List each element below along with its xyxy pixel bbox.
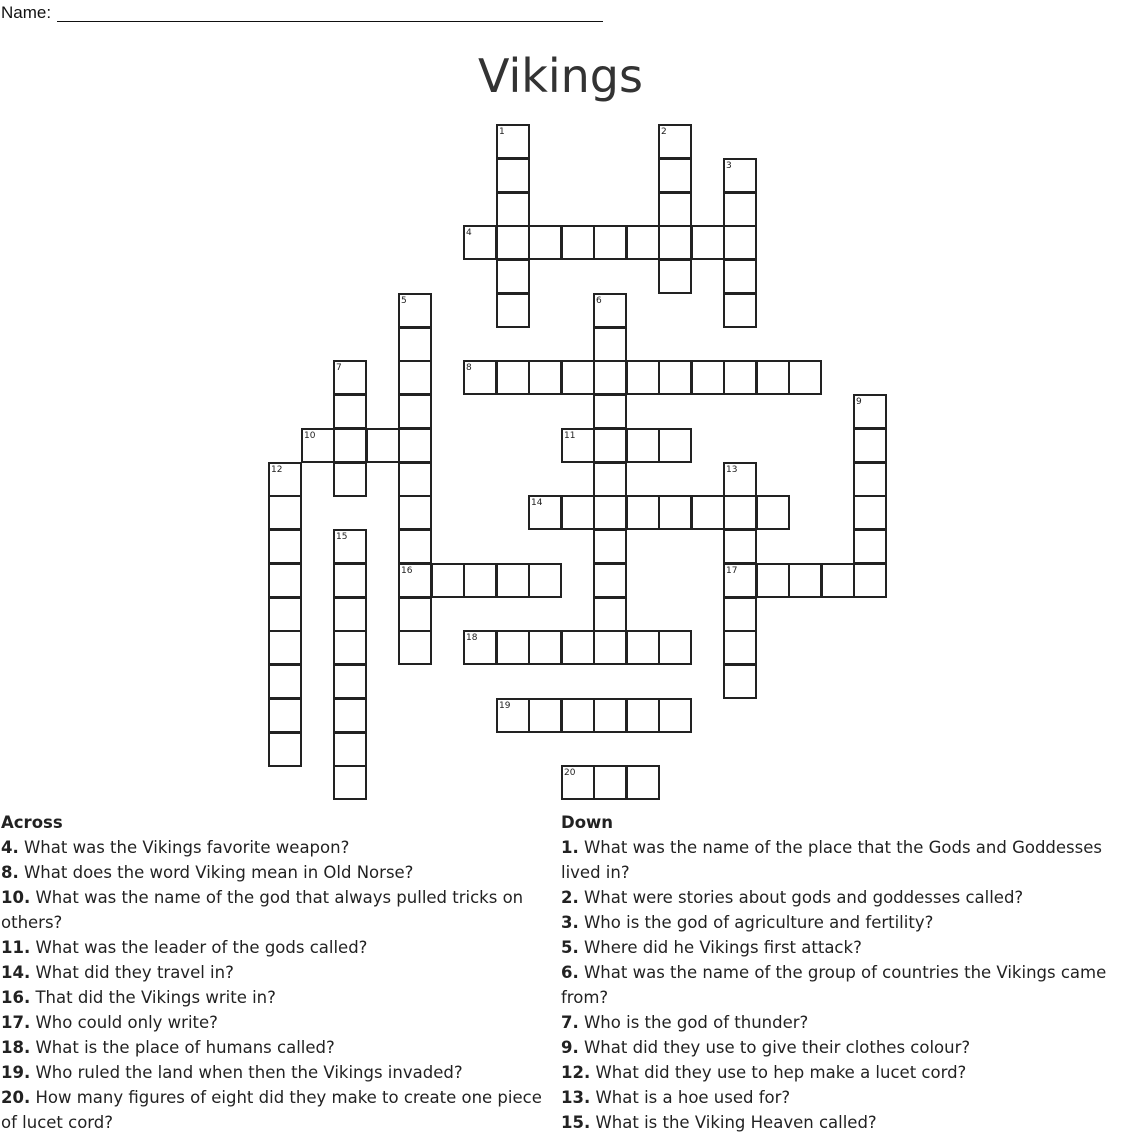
grid-cell[interactable] xyxy=(496,293,530,328)
grid-cell[interactable] xyxy=(268,563,302,598)
grid-cell[interactable] xyxy=(398,394,432,429)
clue-number: 8. xyxy=(1,863,19,882)
grid-cell[interactable] xyxy=(821,563,855,598)
grid-cell[interactable] xyxy=(333,428,367,463)
grid-cell[interactable] xyxy=(691,495,725,530)
grid-cell[interactable] xyxy=(561,428,595,463)
grid-cell[interactable] xyxy=(398,563,432,598)
grid-cell[interactable] xyxy=(463,563,497,598)
grid-cell[interactable] xyxy=(333,765,367,800)
grid-cell[interactable] xyxy=(723,360,757,395)
clue-text: What was the Vikings favorite weapon? xyxy=(18,838,350,857)
cell-number: 3 xyxy=(726,161,732,171)
grid-cell[interactable] xyxy=(496,192,530,227)
clue-text: What is the Viking Heaven called? xyxy=(590,1113,877,1132)
across-clue xyxy=(1,1035,557,1060)
grid-cell[interactable] xyxy=(723,259,757,294)
down-clue xyxy=(561,910,1117,935)
cell-number: 5 xyxy=(401,296,407,306)
grid-cell[interactable] xyxy=(756,360,790,395)
grid-cell[interactable] xyxy=(333,732,367,767)
down-clue xyxy=(561,835,1117,885)
grid-cell[interactable] xyxy=(691,225,725,260)
down-clue xyxy=(561,1085,1117,1110)
grid-cell[interactable] xyxy=(658,259,692,294)
grid-cell[interactable] xyxy=(333,394,367,429)
grid-cell[interactable] xyxy=(333,698,367,733)
clue-text: Where did he Vikings first attack? xyxy=(578,938,862,957)
grid-cell[interactable] xyxy=(723,225,757,260)
clue-number: 4. xyxy=(1,838,19,857)
down-clue xyxy=(561,1110,1117,1135)
grid-cell[interactable] xyxy=(333,529,367,564)
grid-cell[interactable] xyxy=(593,225,627,260)
across-clue xyxy=(1,985,557,1010)
grid-cell[interactable] xyxy=(398,428,432,463)
grid-cell[interactable] xyxy=(463,630,497,665)
clue-text: Who is the god of thunder? xyxy=(578,1013,809,1032)
grid-cell[interactable] xyxy=(723,462,757,497)
across-clue xyxy=(1,1060,557,1085)
grid-cell[interactable] xyxy=(593,428,627,463)
grid-cell[interactable] xyxy=(593,765,627,800)
grid-cell[interactable] xyxy=(463,360,497,395)
grid-cell[interactable] xyxy=(658,698,692,733)
grid-cell[interactable] xyxy=(333,664,367,699)
clue-number: 16. xyxy=(1,988,31,1007)
grid-cell[interactable] xyxy=(723,529,757,564)
clue-text: What did they travel in? xyxy=(30,963,234,982)
grid-cell[interactable] xyxy=(561,765,595,800)
down-clue xyxy=(561,935,1117,960)
grid-cell[interactable] xyxy=(561,360,595,395)
down-heading: Down xyxy=(561,813,614,832)
grid-cell[interactable] xyxy=(853,428,887,463)
across-clue xyxy=(1,960,557,985)
grid-cell[interactable] xyxy=(658,495,692,530)
grid-cell[interactable] xyxy=(301,428,335,463)
down-clue xyxy=(561,885,1117,910)
grid-cell[interactable] xyxy=(626,225,660,260)
grid-cell[interactable] xyxy=(626,360,660,395)
grid-cell[interactable] xyxy=(398,327,432,362)
cell-number: 9 xyxy=(856,397,862,407)
grid-cell[interactable] xyxy=(496,630,530,665)
clue-text: What were stories about gods and goddesses called? xyxy=(578,888,1024,907)
clue-number: 20. xyxy=(1,1088,31,1107)
grid-cell[interactable] xyxy=(593,462,627,497)
grid-cell[interactable] xyxy=(398,630,432,665)
grid-cell[interactable] xyxy=(268,495,302,530)
clue-text: What was the name of the place that the Gods and Goddesses lived in? xyxy=(561,838,1102,882)
clue-text: What did they use to give their clothes colour? xyxy=(578,1038,971,1057)
cell-number: 14 xyxy=(531,498,543,508)
grid-cell[interactable] xyxy=(496,259,530,294)
cell-number: 13 xyxy=(726,465,738,475)
clue-number: 15. xyxy=(561,1113,591,1132)
down-clue xyxy=(561,960,1117,1010)
cell-number: 10 xyxy=(304,431,316,441)
page-title: Vikings xyxy=(478,49,643,103)
grid-cell[interactable] xyxy=(593,293,627,328)
name-label: Name: xyxy=(1,3,52,22)
clue-text: Who ruled the land when then the Vikings invaded? xyxy=(30,1063,463,1082)
cell-number: 11 xyxy=(564,431,576,441)
across-clue xyxy=(1,1085,557,1135)
down-clues xyxy=(561,810,1117,1135)
clue-text: What was the name of the group of countries the Vikings came from? xyxy=(561,963,1107,1007)
down-clue xyxy=(561,1035,1117,1060)
grid-cell[interactable] xyxy=(593,698,627,733)
clue-number: 13. xyxy=(561,1088,591,1107)
grid-cell[interactable] xyxy=(463,225,497,260)
grid-cell[interactable] xyxy=(366,428,400,463)
grid-cell[interactable] xyxy=(528,698,562,733)
grid-cell[interactable] xyxy=(593,495,627,530)
across-clue xyxy=(1,935,557,960)
grid-cell[interactable] xyxy=(496,225,530,260)
cell-number: 19 xyxy=(499,701,511,711)
grid-cell[interactable] xyxy=(268,664,302,699)
grid-cell[interactable] xyxy=(626,428,660,463)
across-clue xyxy=(1,835,557,860)
clue-text: What is a hoe used for? xyxy=(590,1088,791,1107)
clue-number: 11. xyxy=(1,938,31,957)
grid-cell[interactable] xyxy=(723,563,757,598)
grid-cell[interactable] xyxy=(756,495,790,530)
clue-number: 12. xyxy=(561,1063,591,1082)
cell-number: 15 xyxy=(336,532,348,542)
grid-cell[interactable] xyxy=(496,360,530,395)
grid-cell[interactable] xyxy=(333,597,367,632)
grid-cell[interactable] xyxy=(756,563,790,598)
cell-number: 12 xyxy=(271,465,283,475)
grid-cell[interactable] xyxy=(268,529,302,564)
grid-cell[interactable] xyxy=(268,630,302,665)
clue-text: That did the Vikings write in? xyxy=(30,988,276,1007)
clue-number: 14. xyxy=(1,963,31,982)
grid-cell[interactable] xyxy=(853,462,887,497)
clue-number: 6. xyxy=(561,963,579,982)
grid-cell[interactable] xyxy=(853,563,887,598)
grid-cell[interactable] xyxy=(723,158,757,193)
grid-cell[interactable] xyxy=(268,597,302,632)
grid-cell[interactable] xyxy=(398,597,432,632)
grid-cell[interactable] xyxy=(398,360,432,395)
grid-cell[interactable] xyxy=(658,630,692,665)
grid-cell[interactable] xyxy=(691,360,725,395)
grid-cell[interactable] xyxy=(561,698,595,733)
cell-number: 2 xyxy=(661,127,667,137)
cell-number: 20 xyxy=(564,768,576,778)
grid-cell[interactable] xyxy=(333,630,367,665)
grid-cell[interactable] xyxy=(658,360,692,395)
across-heading: Across xyxy=(1,813,63,832)
grid-cell[interactable] xyxy=(496,158,530,193)
cell-number: 7 xyxy=(336,363,342,373)
grid-cell[interactable] xyxy=(528,225,562,260)
grid-cell[interactable] xyxy=(626,698,660,733)
grid-cell[interactable] xyxy=(658,192,692,227)
clue-text: What did they use to hep make a lucet cord? xyxy=(590,1063,967,1082)
clue-number: 1. xyxy=(561,838,579,857)
grid-cell[interactable] xyxy=(333,563,367,598)
grid-cell[interactable] xyxy=(528,495,562,530)
clue-number: 17. xyxy=(1,1013,31,1032)
cell-number: 8 xyxy=(466,363,472,373)
grid-cell[interactable] xyxy=(528,630,562,665)
grid-cell[interactable] xyxy=(723,293,757,328)
grid-cell[interactable] xyxy=(496,698,530,733)
clue-text: Who could only write? xyxy=(30,1013,218,1032)
grid-cell[interactable] xyxy=(431,563,465,598)
grid-cell[interactable] xyxy=(853,495,887,530)
grid-cell[interactable] xyxy=(593,327,627,362)
clue-number: 7. xyxy=(561,1013,579,1032)
grid-cell[interactable] xyxy=(496,563,530,598)
grid-cell[interactable] xyxy=(561,630,595,665)
grid-cell[interactable] xyxy=(723,597,757,632)
across-clues xyxy=(1,810,557,1135)
grid-cell[interactable] xyxy=(658,124,692,159)
grid-cell[interactable] xyxy=(528,360,562,395)
grid-cell[interactable] xyxy=(626,495,660,530)
grid-cell[interactable] xyxy=(398,462,432,497)
grid-cell[interactable] xyxy=(268,698,302,733)
grid-cell[interactable] xyxy=(268,732,302,767)
grid-cell[interactable] xyxy=(788,360,822,395)
clue-number: 3. xyxy=(561,913,579,932)
clue-number: 5. xyxy=(561,938,579,957)
grid-cell[interactable] xyxy=(398,495,432,530)
grid-cell[interactable] xyxy=(333,360,367,395)
across-clue xyxy=(1,860,557,885)
clue-number: 18. xyxy=(1,1038,31,1057)
grid-cell[interactable] xyxy=(398,529,432,564)
grid-cell[interactable] xyxy=(398,293,432,328)
cell-number: 17 xyxy=(726,566,738,576)
grid-cell[interactable] xyxy=(528,563,562,598)
grid-cell[interactable] xyxy=(626,630,660,665)
grid-cell[interactable] xyxy=(723,630,757,665)
grid-cell[interactable] xyxy=(593,394,627,429)
grid-cell[interactable] xyxy=(723,664,757,699)
grid-cell[interactable] xyxy=(561,225,595,260)
grid-cell[interactable] xyxy=(626,765,660,800)
grid-cell[interactable] xyxy=(333,462,367,497)
across-clue xyxy=(1,885,557,935)
cell-number: 1 xyxy=(499,127,505,137)
across-clue xyxy=(1,1010,557,1035)
grid-cell[interactable] xyxy=(593,597,627,632)
grid-cell[interactable] xyxy=(561,495,595,530)
grid-cell[interactable] xyxy=(496,124,530,159)
down-clue xyxy=(561,1010,1117,1035)
clue-number: 9. xyxy=(561,1038,579,1057)
grid-cell[interactable] xyxy=(593,529,627,564)
cell-number: 6 xyxy=(596,296,602,306)
grid-cell[interactable] xyxy=(788,563,822,598)
grid-cell[interactable] xyxy=(593,360,627,395)
grid-cell[interactable] xyxy=(658,428,692,463)
clue-number: 19. xyxy=(1,1063,31,1082)
grid-cell[interactable] xyxy=(723,495,757,530)
grid-cell[interactable] xyxy=(593,563,627,598)
clue-text: What does the word Viking mean in Old Norse? xyxy=(18,863,414,882)
grid-cell[interactable] xyxy=(658,225,692,260)
grid-cell[interactable] xyxy=(853,394,887,429)
cell-number: 4 xyxy=(466,228,472,238)
clue-text: What was the leader of the gods called? xyxy=(30,938,368,957)
clue-number: 2. xyxy=(561,888,579,907)
grid-cell[interactable] xyxy=(853,529,887,564)
clue-text: How many figures of eight did they make to create one piece of lucet cord? xyxy=(1,1088,542,1132)
cell-number: 18 xyxy=(466,633,478,643)
down-clue xyxy=(561,1060,1117,1085)
grid-cell[interactable] xyxy=(593,630,627,665)
grid-cell[interactable] xyxy=(268,462,302,497)
clue-number: 10. xyxy=(1,888,31,907)
cell-number: 16 xyxy=(401,566,413,576)
grid-cell[interactable] xyxy=(723,192,757,227)
clue-text: Who is the god of agriculture and fertility? xyxy=(578,913,934,932)
clue-text: What is the place of humans called? xyxy=(30,1038,335,1057)
grid-cell[interactable] xyxy=(658,158,692,193)
clue-text: What was the name of the god that always pulled tricks on others? xyxy=(1,888,524,932)
